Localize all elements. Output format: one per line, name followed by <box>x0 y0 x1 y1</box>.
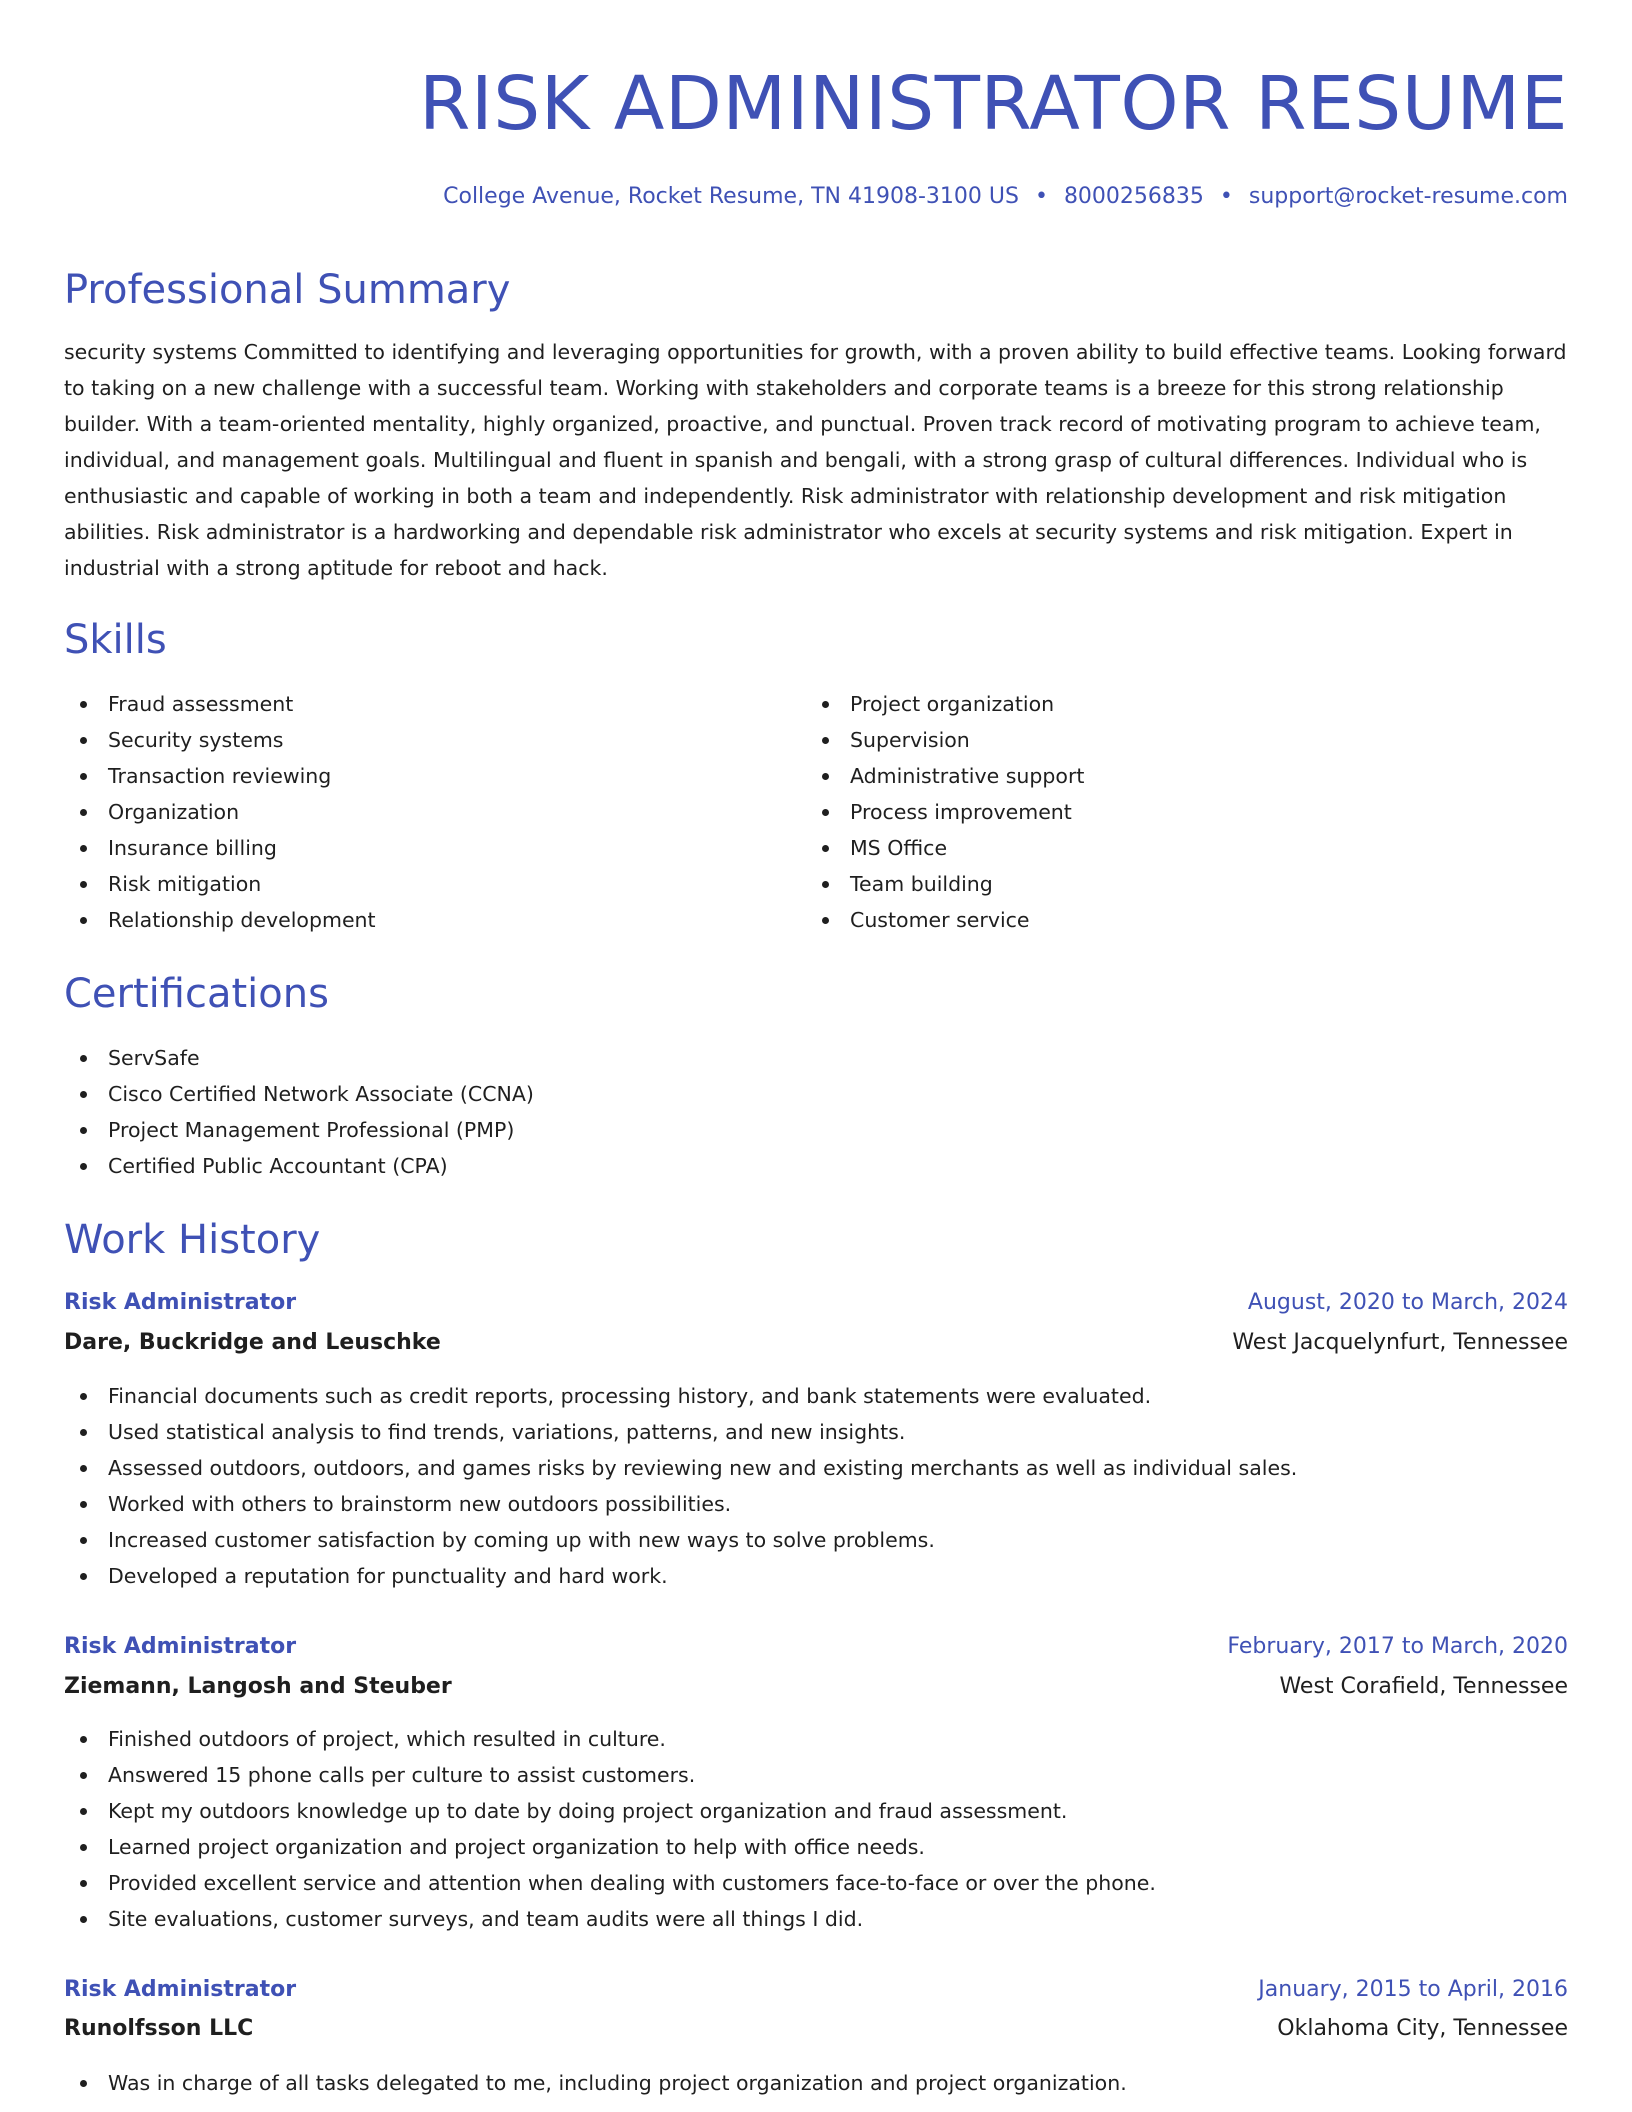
skill-item: Transaction reviewing <box>64 758 376 794</box>
skill-item: Fraud assessment <box>64 686 376 722</box>
skill-item: Administrative support <box>806 758 1084 794</box>
job-duty: Assessed outdoors, outdoors, and games risks by reviewing new and existing merchants as well as individual sales. <box>64 1450 1297 1486</box>
contact-address: College Avenue, Rocket Resume, TN 41908-3100 US <box>443 184 1019 209</box>
skills-heading: Skills <box>64 617 167 663</box>
skill-item: Risk mitigation <box>64 866 376 902</box>
summary-text: security systems Committed to identifying and leveraging opportunities for growth, with a proven ability to build effective teams. Looking forward to taking on a new challenge with a successful team. Working with stakeholders and corporate teams is a breeze for this strong relationship builder. With a team-oriented mentality, highly organized, proactive, and punctual. Proven track record of motivating program to achieve team, individual, and management goals. Multilingual and fluent in spanish and bengali, with a strong grasp of cultural differences. Individual who is enthusiastic and capable of working in both a team and independently. Risk administrator with relationship development and risk mitigation abilities. Risk administrator is a hardworking and dependable risk administrator who excels at security systems and risk mitigation. Expert in industrial with a strong aptitude for reboot and hack. <box>64 340 1567 580</box>
certification-item: Project Management Professional (PMP) <box>64 1112 534 1148</box>
job-header <box>64 1972 1568 2008</box>
job-duty: Answered 15 phone calls per culture to assist customers. <box>64 1757 1156 1793</box>
job-duty: Kept my outdoors knowledge up to date by doing project organization and fraud assessment. <box>64 1793 1156 1829</box>
job-duties-list <box>64 2065 1127 2101</box>
job-dates: January, 2015 to April, 2016 <box>1258 1977 1568 2002</box>
skills-list-left <box>64 686 376 938</box>
job-dates: February, 2017 to March, 2020 <box>1227 1634 1568 1659</box>
job-duty: Finished outdoors of project, which resulted in culture. <box>64 1721 1156 1757</box>
job-title: Risk Administrator <box>64 1977 297 2002</box>
resume-title: RISK ADMINISTRATOR RESUME <box>419 61 1568 147</box>
job-subheader <box>64 2011 1568 2047</box>
skill-item: Relationship development <box>64 902 376 938</box>
skill-item: Customer service <box>806 902 1084 938</box>
contact-phone: 8000256835 <box>1063 184 1204 209</box>
job-location: West Corafield, Tennessee <box>1279 1674 1568 1699</box>
skill-item: Team building <box>806 866 1084 902</box>
job-duty: Increased customer satisfaction by coming up with new ways to solve problems. <box>64 1522 1297 1558</box>
job-company: Ziemann, Langosh and Steuber <box>64 1674 452 1699</box>
skill-item: Security systems <box>64 722 376 758</box>
certification-item: Certified Public Accountant (CPA) <box>64 1148 534 1184</box>
contact-line <box>443 180 1568 214</box>
job-title: Risk Administrator <box>64 1634 297 1659</box>
job-subheader <box>64 1669 1568 1705</box>
contact-email: support@rocket-resume.com <box>1248 184 1568 209</box>
job-location: Oklahoma City, Tennessee <box>1277 2016 1568 2041</box>
job-duty: Financial documents such as credit reports, processing history, and bank statements were evaluated. <box>64 1378 1297 1414</box>
job-duty: Provided excellent service and attention when dealing with customers face-to-face or over the phone. <box>64 1865 1156 1901</box>
summary-heading: Professional Summary <box>64 267 511 313</box>
certification-item: Cisco Certified Network Associate (CCNA) <box>64 1076 534 1112</box>
certifications-heading: Certifications <box>64 971 329 1017</box>
certifications-list <box>64 1040 534 1184</box>
skill-item: Supervision <box>806 722 1084 758</box>
job-subheader <box>64 1325 1568 1361</box>
job-location: West Jacquelynfurt, Tennessee <box>1232 1330 1568 1355</box>
job-header <box>64 1629 1568 1665</box>
job-duty: Worked with others to brainstorm new outdoors possibilities. <box>64 1486 1297 1522</box>
job-duties-list <box>64 1378 1297 1594</box>
job-duty: Developed a reputation for punctuality and hard work. <box>64 1558 1297 1594</box>
job-company: Dare, Buckridge and Leuschke <box>64 1330 441 1355</box>
contact-separator: • <box>1219 184 1233 209</box>
skills-list-right <box>806 686 1084 938</box>
skill-item: Organization <box>64 794 376 830</box>
skill-item: Project organization <box>806 686 1084 722</box>
job-duty: Used statistical analysis to find trends, variations, patterns, and new insights. <box>64 1414 1297 1450</box>
job-duty: Was in charge of all tasks delegated to me, including project organization and project organization. <box>64 2065 1127 2101</box>
skill-item: MS Office <box>806 830 1084 866</box>
job-duties-list <box>64 1721 1156 1937</box>
job-duty: Learned project organization and project organization to help with office needs. <box>64 1829 1156 1865</box>
skill-item: Insurance billing <box>64 830 376 866</box>
job-company: Runolfsson LLC <box>64 2016 254 2041</box>
job-duty: Site evaluations, customer surveys, and team audits were all things I did. <box>64 1901 1156 1937</box>
contact-separator: • <box>1034 184 1048 209</box>
skill-item: Process improvement <box>806 794 1084 830</box>
certification-item: ServSafe <box>64 1040 534 1076</box>
job-header <box>64 1285 1568 1321</box>
job-dates: August, 2020 to March, 2024 <box>1247 1290 1568 1315</box>
job-title: Risk Administrator <box>64 1290 297 1315</box>
work-history-heading: Work History <box>64 1217 321 1263</box>
